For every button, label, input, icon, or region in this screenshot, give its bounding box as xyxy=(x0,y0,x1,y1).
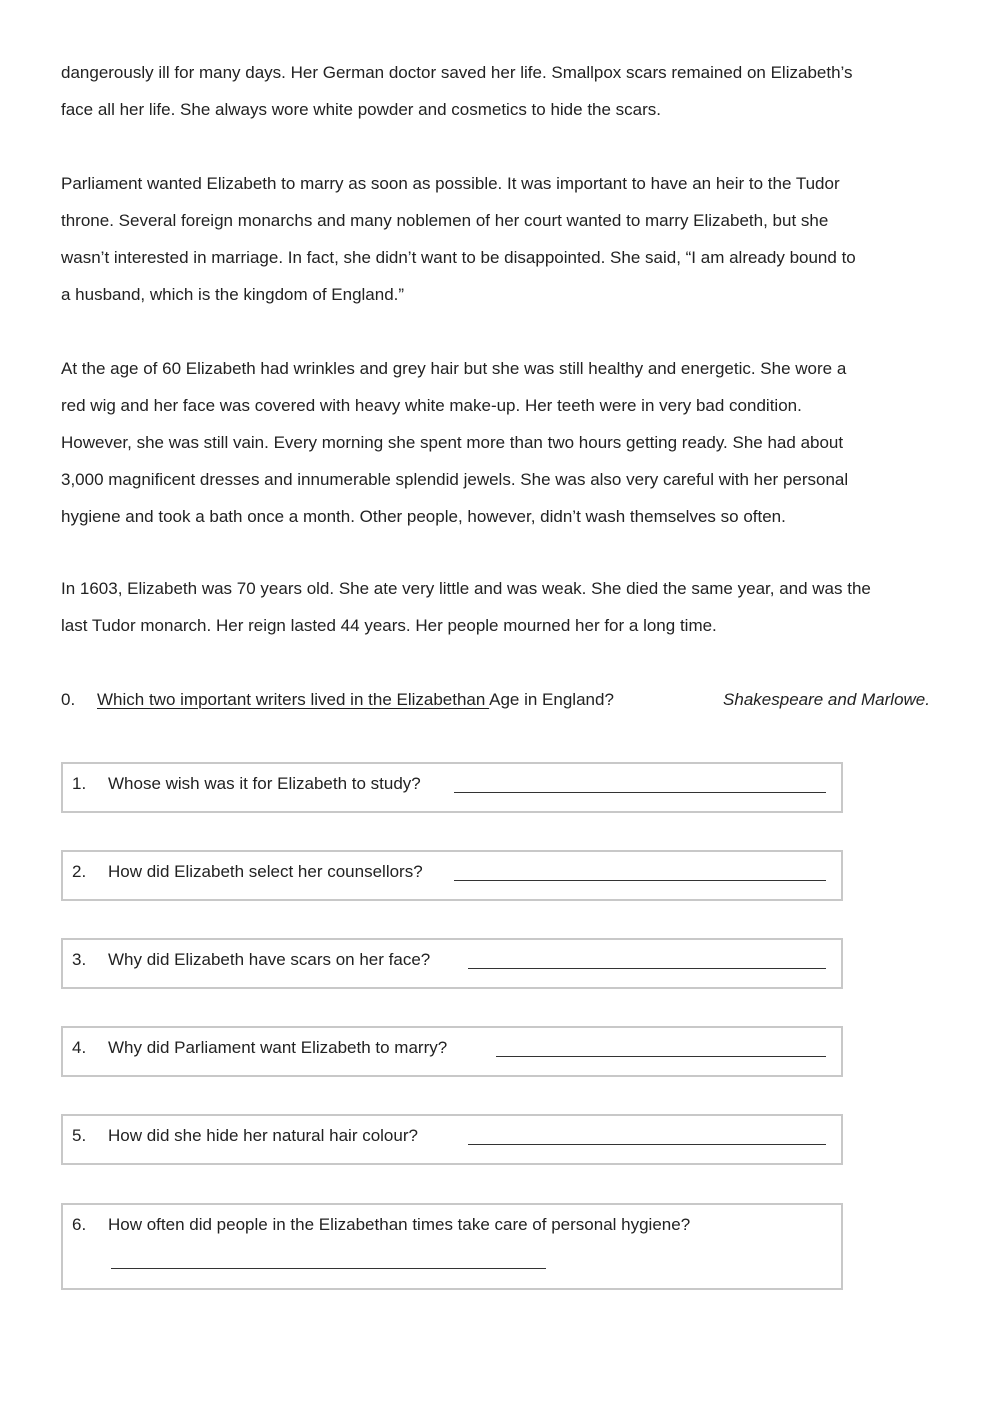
paragraph-line: 3,000 magnificent dresses and innumerable splendid jewels. She was also very careful with her personal xyxy=(61,470,849,489)
paragraph-line: last Tudor monarch. Her reign lasted 44 years. Her people mourned her for a long time. xyxy=(61,616,717,635)
paragraph-line: hygiene and took a bath once a month. Other people, however, didn’t wash themselves so often. xyxy=(61,507,786,526)
question-box-4 xyxy=(61,1026,843,1077)
question-text: How did she hide her natural hair colour? xyxy=(108,1126,418,1145)
question-text: Why did Elizabeth have scars on her face? xyxy=(108,950,431,969)
paragraph-line: Parliament wanted Elizabeth to marry as soon as possible. It was important to have an heir to the Tudor xyxy=(61,174,840,193)
question-number: 6. xyxy=(72,1215,87,1234)
reading-paragraph-3 xyxy=(61,350,941,535)
example-answer: Shakespeare and Marlowe. xyxy=(723,690,930,709)
paragraph-line: face all her life. She always wore white powder and cosmetics to hide the scars. xyxy=(61,100,662,119)
question-number: 5. xyxy=(72,1126,87,1145)
question-text: Whose wish was it for Elizabeth to study? xyxy=(108,774,421,793)
paragraph-line: a husband, which is the kingdom of England.” xyxy=(61,285,405,304)
answer-blank-2[interactable] xyxy=(454,880,826,881)
question-box-1 xyxy=(61,762,843,813)
reading-paragraph-1 xyxy=(61,54,941,128)
reading-paragraph-4 xyxy=(61,570,941,644)
paragraph-line: At the age of 60 Elizabeth had wrinkles and grey hair but she was still healthy and energetic. She wore a xyxy=(61,359,847,378)
answer-blank-3[interactable] xyxy=(468,968,826,969)
reading-paragraph-2 xyxy=(61,165,941,313)
example-question-underlined: Which two important writers lived in the Elizabethan xyxy=(97,690,490,709)
question-box-2 xyxy=(61,850,843,901)
answer-blank-5[interactable] xyxy=(468,1144,826,1145)
answer-blank-4[interactable] xyxy=(496,1056,826,1057)
question-box-3 xyxy=(61,938,843,989)
paragraph-line: dangerously ill for many days. Her German doctor saved her life. Smallpox scars remained on Elizabeth’s xyxy=(61,63,853,82)
question-text: How did Elizabeth select her counsellors? xyxy=(108,862,423,881)
paragraph-line: In 1603, Elizabeth was 70 years old. She ate very little and was weak. She died the same year, and was the xyxy=(61,579,871,598)
example-question-rest: Age in England? xyxy=(489,690,614,709)
example-question-text xyxy=(97,683,614,717)
question-number: 3. xyxy=(72,950,87,969)
question-number: 1. xyxy=(72,774,87,793)
question-text: Why did Parliament want Elizabeth to marry? xyxy=(108,1038,448,1057)
paragraph-line: throne. Several foreign monarchs and many noblemen of her court wanted to marry Elizabeth, but she xyxy=(61,211,829,230)
question-box-6 xyxy=(61,1203,843,1290)
question-number: 2. xyxy=(72,862,87,881)
question-text: How often did people in the Elizabethan times take care of personal hygiene? xyxy=(108,1215,691,1234)
example-number: 0. xyxy=(61,690,76,709)
paragraph-line: wasn’t interested in marriage. In fact, she didn’t want to be disappointed. She said, “I am already bound to xyxy=(61,248,856,267)
answer-blank-6[interactable] xyxy=(111,1268,546,1269)
paragraph-line: However, she was still vain. Every morning she spent more than two hours getting ready. She had about xyxy=(61,433,844,452)
question-box-5 xyxy=(61,1114,843,1165)
question-number: 4. xyxy=(72,1038,87,1057)
answer-blank-1[interactable] xyxy=(454,792,826,793)
paragraph-line: red wig and her face was covered with heavy white make-up. Her teeth were in very bad condition. xyxy=(61,396,802,415)
